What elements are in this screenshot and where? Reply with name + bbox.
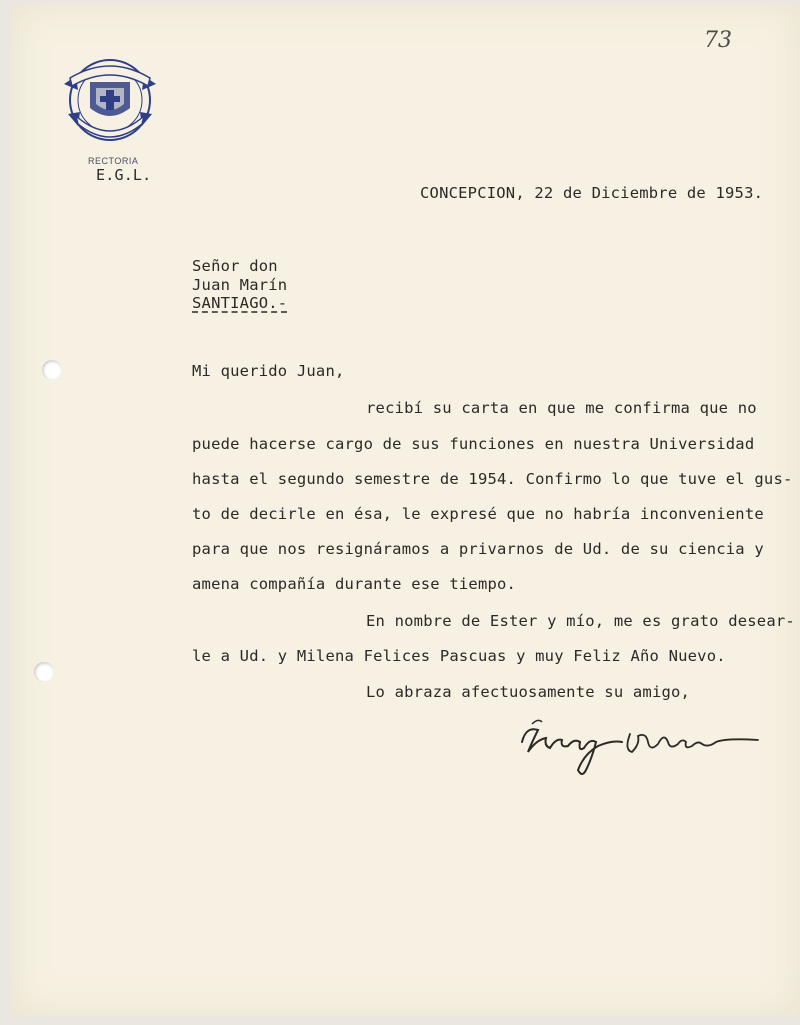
place-date: CONCEPCION, 22 de Diciembre de 1953. [420, 184, 764, 202]
recipient-line-3: SANTIAGO.- [192, 294, 288, 312]
body-line: hasta el segundo semestre de 1954. Confirmo lo que tuve el gus- [192, 470, 793, 488]
office-label: RECTORIA [88, 156, 139, 166]
body-line: to de decirle en ésa, le expresé que no habría inconveniente [192, 505, 764, 523]
page-number: 73 [704, 28, 732, 53]
university-seal-icon [56, 46, 164, 154]
salutation: Mi querido Juan, [192, 362, 345, 380]
punch-hole [34, 662, 54, 682]
body-line: recibí su carta en que me confirma que no [366, 399, 757, 417]
closing: Lo abraza afectuosamente su amigo, [366, 683, 691, 701]
body-line: le a Ud. y Milena Felices Pascuas y muy Feliz Año Nuevo. [192, 647, 726, 665]
body-line: En nombre de Ester y mío, me es grato desear- [366, 612, 795, 630]
recipient-line-1: Señor don [192, 257, 278, 275]
body-line: amena compañía durante ese tiempo. [192, 575, 517, 593]
body-line: puede hacerse cargo de sus funciones en nuestra Universidad [192, 435, 755, 453]
punch-hole [42, 360, 62, 380]
recipient-line-2: Juan Marín [192, 276, 288, 294]
handwritten-signature [512, 712, 772, 782]
letter-page [12, 4, 800, 1016]
body-line: para que nos resignáramos a privarnos de Ud. de su ciencia y [192, 540, 764, 558]
sender-initials: E.G.L. [96, 166, 152, 184]
